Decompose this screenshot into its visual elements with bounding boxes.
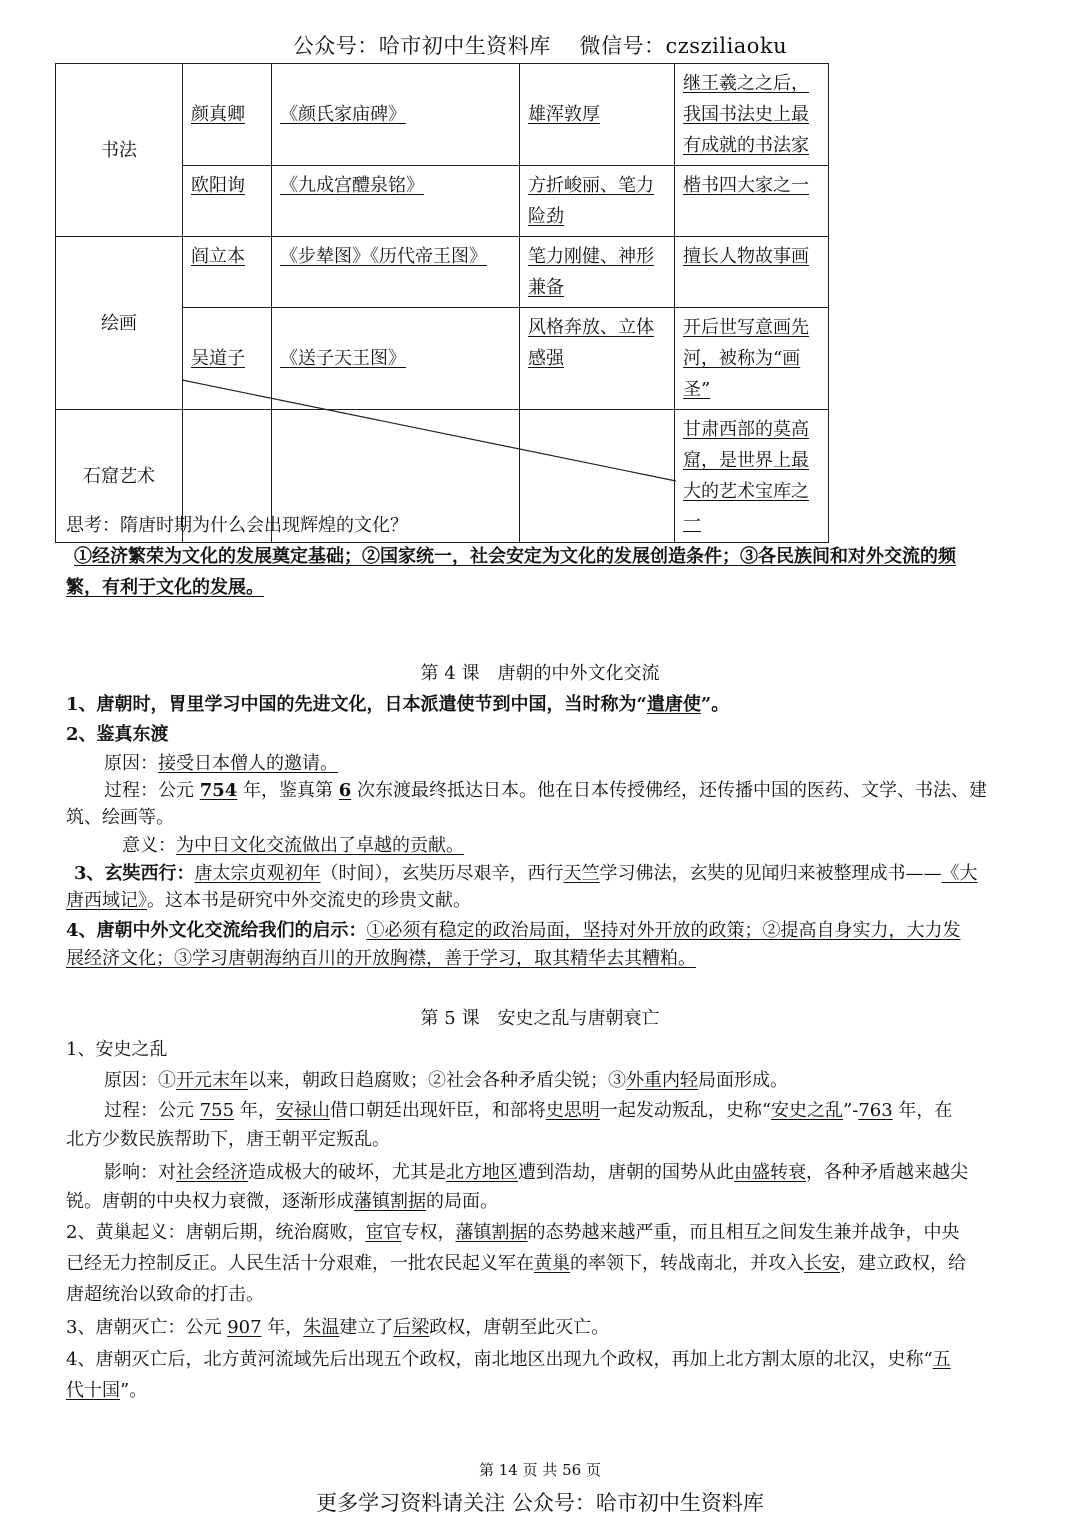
table-row [56, 237, 829, 308]
work-cell: 《颜氏家庙碑》 [280, 104, 406, 125]
note-cell: 甘肃西部的莫高窟，是世界上最大的艺术宝库之一 [683, 419, 809, 533]
lesson5-section2-line2: 已经无力控制反正。人民生活十分艰难，一批农民起义军在黄巢的率领下，转战南北，并攻入长安，建立政权，给 [66, 1253, 966, 1274]
lesson4-point4-line2: 展经济文化；③学习唐朝海纳百川的开放胸襟，善于学习，取其精华去其糟粕。 [66, 948, 696, 969]
anshi-process: 过程：公元 755 年，安禄山借口朝廷出现奸臣，和部将史思明一起发动叛乱，史称“安史之乱”-763 年，在 [104, 1100, 953, 1121]
lesson5-section2-line3: 唐超统治以致命的打击。 [66, 1284, 264, 1305]
note-cell: 擅长人物故事画 [683, 246, 809, 267]
work-cell: 《步辇图》《历代帝王图》 [280, 246, 487, 267]
feature-cell: 风格奔放、立体感强 [528, 317, 654, 369]
lesson5-section4-line2: 代十国”。 [66, 1380, 148, 1401]
note-cell: 楷书四大家之一 [683, 175, 809, 196]
lesson4-title: 第 4 课 唐朝的中外文化交流 [420, 663, 660, 684]
lesson5-section3: 3、唐朝灭亡：公元 907 年，朱温建立了后梁政权，唐朝至此灭亡。 [66, 1317, 610, 1338]
jianzhen-process: 过程：公元 754 年，鉴真第 6 次东渡最终抵达日本。他在日本传授佛经，还传播中国的医药、文学、书法、建 [104, 780, 988, 801]
think-answer-line1: ①经济繁荣为文化的发展奠定基础；②国家统一，社会安定为文化的发展创造条件；③各民族间和对外交流的频 [74, 546, 956, 567]
footer-follow-text: 更多学习资料请关注 公众号：哈市初中生资料库 [316, 1491, 764, 1515]
category-cell: 书法 [56, 64, 183, 237]
note-cell: 继王羲之之后，我国书法史上最有成就的书法家 [683, 73, 809, 156]
person-cell: 吴道子 [191, 348, 245, 369]
empty-cell [520, 410, 675, 543]
lesson4-point1: 1、唐朝时，胃里学习中国的先进文化，日本派遣使节到中国，当时称为“遣唐使”。 [66, 694, 730, 715]
lesson5-title: 第 5 课 安史之乱与唐朝衰亡 [420, 1008, 660, 1029]
feature-cell: 雄浑敦厚 [528, 104, 600, 125]
lesson4-point4: 4、唐朝中外文化交流给我们的启示：①必须有稳定的政治局面，坚持对外开放的政策；②提高自身实力，大力发 [66, 920, 961, 941]
work-cell: 《九成宫醴泉铭》 [280, 175, 424, 196]
page-header: 公众号：哈市初中生资料库 微信号：czsziliaoku [292, 34, 788, 58]
lesson5-section1: 1、安史之乱 [66, 1039, 168, 1060]
note-cell: 开后世写意画先河，被称为“画圣” [683, 317, 809, 400]
think-question: 思考：隋唐时期为什么会出现辉煌的文化？ [66, 515, 408, 536]
category-cell: 绘画 [56, 237, 183, 410]
page-number: 第 14 页 共 56 页 [478, 1461, 601, 1479]
jianzhen-meaning: 意义：为中日文化交流做出了卓越的贡献。 [122, 835, 464, 856]
lesson4-point3-line2: 唐西域记》。这本书是研究中外交流史的珍贵文献。 [66, 890, 471, 911]
tang-culture-table [55, 63, 829, 543]
person-cell: 阎立本 [191, 246, 245, 267]
lesson4-point2: 2、鉴真东渡 [66, 724, 169, 745]
category-cell: 石窟艺术 [56, 410, 183, 543]
anshi-process-line2: 北方少数民族帮助下，唐王朝平定叛乱。 [66, 1129, 390, 1150]
think-answer-line2: 繁，有利于文化的发展。 [66, 577, 264, 598]
anshi-reason: 原因：①开元末年以来，朝政日趋腐败；②社会各种矛盾尖锐；③外重内轻局面形成。 [104, 1070, 788, 1091]
lesson5-section2: 2、黄巢起义：唐朝后期，统治腐败，宦官专权，藩镇割据的态势越来越严重，而且相互之间发生兼并战争，中央 [66, 1222, 960, 1243]
anshi-impact: 影响：对社会经济造成极大的破坏，尤其是北方地区遭到浩劫，唐朝的国势从此由盛转衰，各种矛盾越来越尖 [104, 1162, 968, 1183]
anshi-impact-line2: 锐。唐朝的中央权力衰微，逐渐形成藩镇割据的局面。 [66, 1191, 498, 1212]
person-cell: 颜真卿 [191, 104, 245, 125]
jianzhen-process-line2: 筑、绘画等。 [66, 807, 174, 828]
feature-cell: 方折峻丽、笔力险劲 [528, 175, 654, 227]
person-cell: 欧阳询 [191, 175, 245, 196]
lesson4-point3: 3、玄奘西行：唐太宗贞观初年（时间），玄奘历尽艰辛，西行天竺学习佛法，玄奘的见闻归来被整理成书——《大 [74, 863, 978, 884]
lesson5-section4: 4、唐朝灭亡后，北方黄河流域先后出现五个政权，南北地区出现九个政权，再加上北方割太原的北汉，史称“五 [66, 1349, 951, 1370]
table-row [56, 64, 829, 166]
feature-cell: 笔力刚健、神形兼备 [528, 246, 654, 298]
jianzhen-reason: 原因：接受日本僧人的邀请。 [104, 753, 338, 774]
work-cell: 《送子天王图》 [280, 348, 406, 369]
